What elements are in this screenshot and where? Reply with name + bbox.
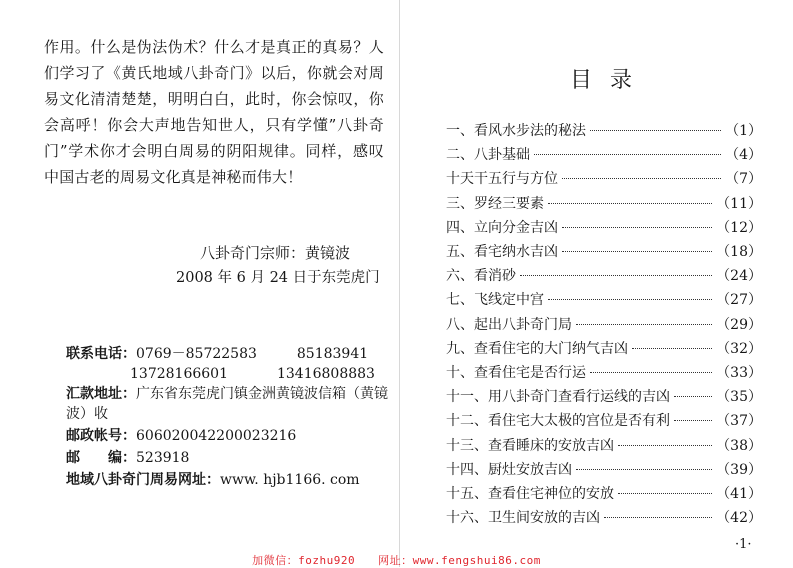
toc-entry-title: 十一、用八卦奇门查看行运线的吉凶: [446, 389, 670, 406]
website-url: www. hjb1166. com: [220, 472, 360, 488]
toc-entry-title: 十三、查看睡床的安放吉凶: [446, 437, 614, 454]
postcode-value: 523918: [136, 450, 190, 466]
website: [66, 470, 360, 490]
toc-entry-title: 五、看宅纳水吉凶: [446, 244, 558, 260]
toc-leader-dots: [548, 203, 712, 204]
toc-entry-page: （29）: [716, 316, 762, 333]
toc-entry[interactable]: [446, 459, 762, 481]
toc-leader-dots: [534, 154, 721, 155]
toc-entry-title: 一、看风水步法的秘法: [446, 123, 586, 139]
toc-entry-page: （18）: [716, 244, 762, 260]
toc-leader-dots: [590, 372, 712, 373]
postal-account-value: 606020042200023216: [136, 428, 297, 444]
toc-entry-page: （4）: [725, 147, 762, 164]
toc-entry-title: 十天干五行与方位: [446, 171, 558, 188]
postcode-label: 邮 编：: [66, 450, 136, 466]
toc-entry[interactable]: [446, 314, 762, 336]
remit-address-line2: 波）收: [66, 406, 108, 422]
toc-entry-page: （33）: [716, 365, 762, 381]
toc-entry-title: 十二、看住宅大太极的宫位是否有利: [446, 413, 670, 430]
toc-entry[interactable]: [446, 386, 762, 408]
toc-entry-title: 七、飞线定中宫: [446, 292, 544, 309]
toc-leader-dots: [604, 517, 712, 518]
postal-account: [66, 426, 296, 446]
signature-date: 2008 年 6 月 24 日于东莞虎门: [176, 270, 380, 286]
toc-entry-title: 九、查看住宅的大门纳气吉凶: [446, 340, 628, 357]
toc-entry[interactable]: [446, 265, 762, 287]
toc-entry[interactable]: [446, 410, 762, 432]
toc-leader-dots: [618, 445, 712, 446]
remit-address-line1: 广东省东莞虎门镇金洲黄镜波信箱（黄镜: [136, 386, 388, 402]
toc-entry-page: （24）: [716, 268, 762, 285]
toc-entry-page: （27）: [716, 292, 762, 309]
toc-entry[interactable]: [446, 144, 762, 166]
signature-name: 八卦奇门宗师：黄镜波: [200, 244, 351, 262]
toc-entry[interactable]: [446, 483, 762, 505]
contact-phone-row-1: [66, 344, 368, 364]
toc-leader-dots: [632, 348, 712, 349]
toc-entry[interactable]: [446, 120, 762, 142]
postcode: [66, 448, 189, 468]
toc-leader-dots: [562, 227, 712, 228]
toc-entry[interactable]: [446, 241, 762, 263]
toc-leader-dots: [618, 493, 712, 494]
contact-phone-row-2: [130, 364, 375, 384]
toc-entry-page: （35）: [716, 389, 762, 406]
preface-paragraph: 作用。什么是伪法伪术？什么才是真正的真易？人们学习了《黄氏地域八卦奇门》以后，你就会对周易文化清清楚楚，明明白白，此时，你会惊叹，你会高呼！你会大声地告知世人，只有学懂”八卦奇门”学术你才会明白周易的阴阳规律。同样，感叹中国古老的周易文化真是神秘而伟大！: [44, 38, 384, 186]
toc-entry[interactable]: [446, 362, 762, 384]
toc-title: 目录: [570, 68, 651, 93]
footer-watermark: 加微信：fozhu920 网址：www.fengshui86.com: [252, 554, 541, 567]
remit-address: [66, 384, 388, 404]
toc-entry[interactable]: [446, 168, 762, 190]
toc-leader-dots: [576, 469, 712, 470]
phone-number: 13416808883: [276, 366, 375, 382]
phone-number: 0769－85722583: [136, 346, 257, 362]
remit-address-cont: [66, 404, 108, 424]
toc-entry-page: （42）: [716, 510, 762, 527]
toc-entry[interactable]: [446, 217, 762, 239]
remit-label: 汇款地址：: [66, 386, 136, 402]
phone-number: 13728166601: [130, 366, 228, 382]
toc-entry-title: 三、罗经三要素: [446, 195, 544, 212]
toc-leader-dots: [590, 130, 721, 131]
toc-entry-page: （39）: [716, 461, 762, 478]
toc-entry-title: 十、查看住宅是否行运: [446, 365, 586, 381]
phone-label: 联系电话：: [66, 346, 136, 362]
toc-entry-page: （37）: [716, 413, 762, 430]
toc-entry-page: （1）: [725, 123, 762, 139]
toc-leader-dots: [576, 324, 712, 325]
toc-leader-dots: [674, 396, 712, 397]
toc-entry-page: （7）: [725, 171, 762, 188]
toc-entry-page: （38）: [716, 437, 762, 454]
toc-entry-page: （41）: [716, 486, 762, 502]
page-number: ·1·: [735, 537, 752, 552]
postal-account-label: 邮政帐号：: [66, 428, 136, 444]
toc-entry-title: 十五、查看住宅神位的安放: [446, 486, 614, 502]
toc-entry-title: 八、起出八卦奇门局: [446, 316, 572, 333]
toc-entry-page: （11）: [716, 195, 762, 212]
website-label: 地域八卦奇门周易网址：: [66, 472, 220, 488]
toc-entry-title: 二、八卦基础: [446, 147, 530, 164]
toc-entry-title: 十四、厨灶安放吉凶: [446, 461, 572, 478]
toc-entry[interactable]: [446, 338, 762, 360]
phone-number: 85183941: [296, 346, 369, 362]
toc-entry[interactable]: [446, 435, 762, 457]
toc-entry[interactable]: [446, 193, 762, 215]
toc-leader-dots: [562, 251, 712, 252]
toc-entry[interactable]: [446, 289, 762, 311]
toc-entry-page: （12）: [716, 219, 762, 236]
toc-entry-title: 四、立向分金吉凶: [446, 219, 558, 236]
toc-entry-title: 十六、卫生间安放的吉凶: [446, 510, 600, 527]
toc-leader-dots: [520, 275, 712, 276]
toc-leader-dots: [674, 420, 712, 421]
toc-leader-dots: [548, 299, 712, 300]
toc-entry-title: 六、看消砂: [446, 268, 516, 285]
toc-entry[interactable]: [446, 507, 762, 529]
toc-entry-page: （32）: [716, 340, 762, 357]
toc-leader-dots: [562, 178, 721, 179]
